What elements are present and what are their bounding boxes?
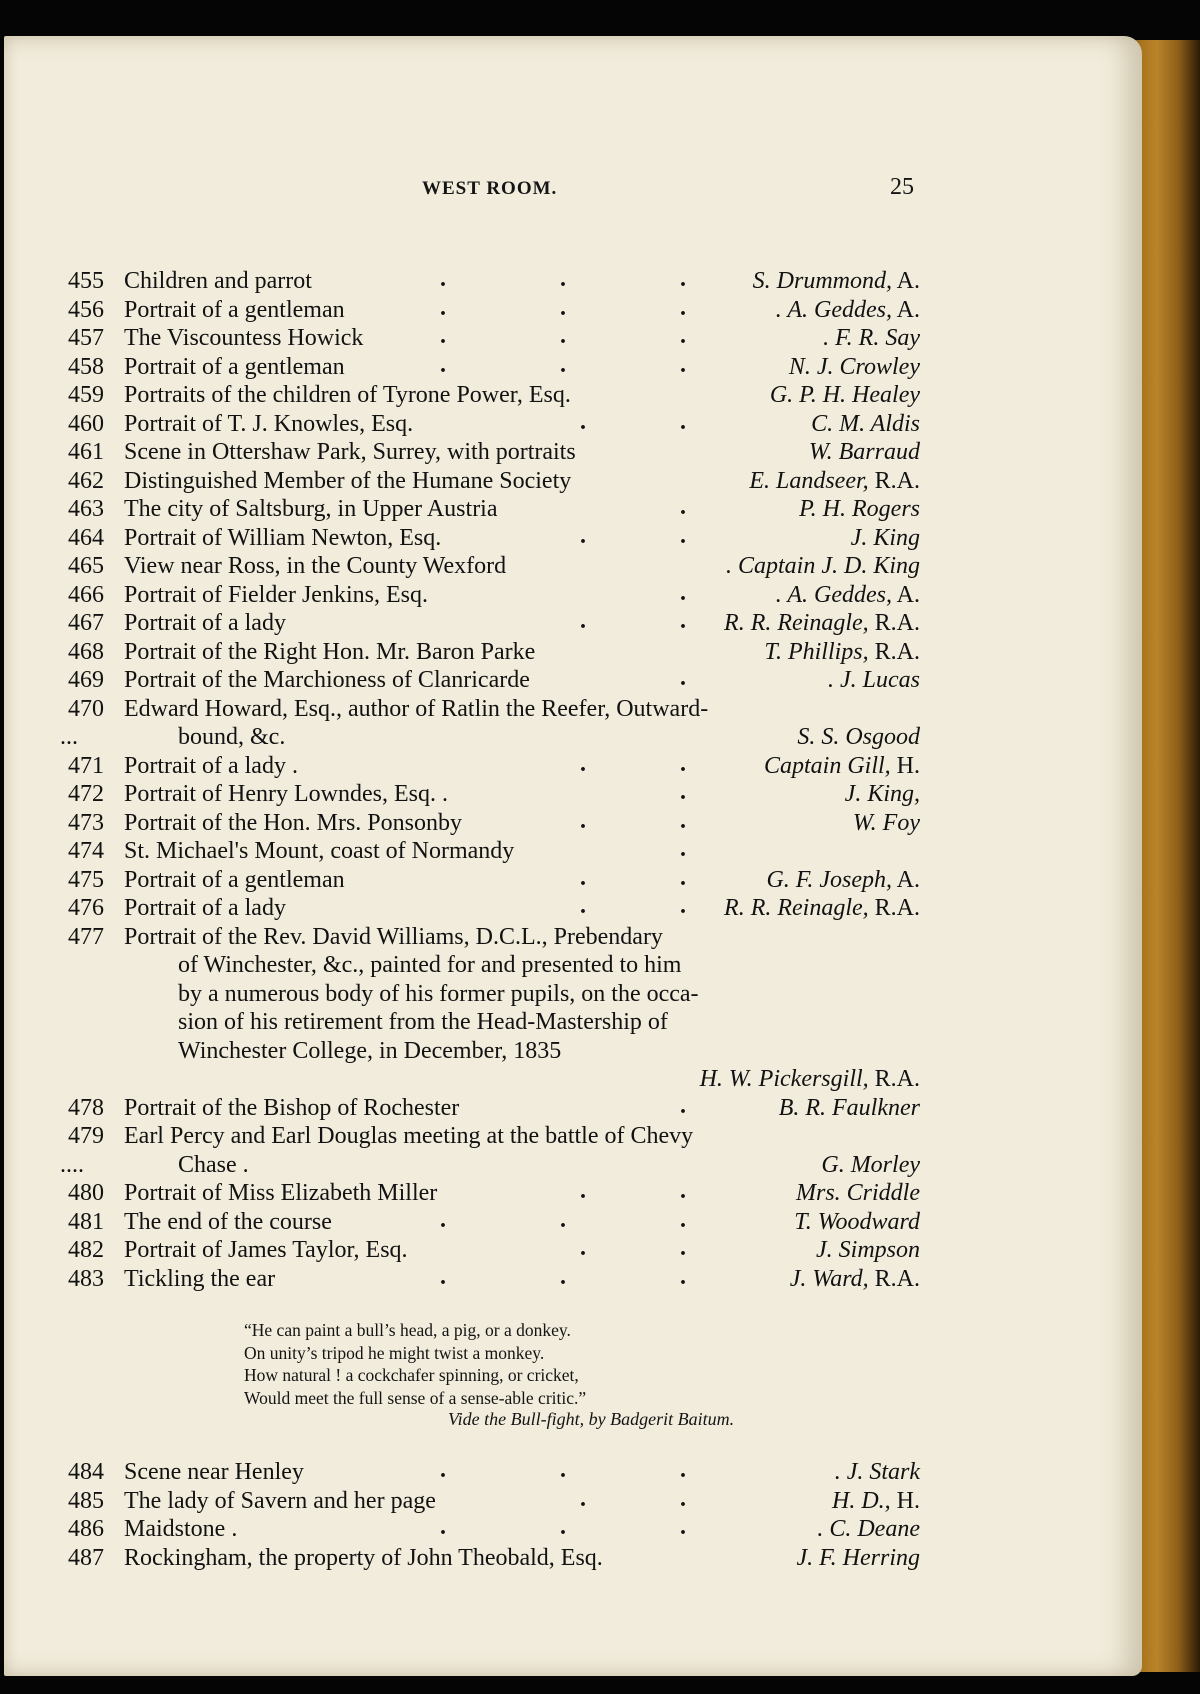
entry-title: Portrait of Fielder Jenkins, Esq. [124,581,428,608]
entry-title: Rockingham, the property of John Theobald, Esq. [124,1544,603,1571]
entry-title: Portrait of the Rev. David Williams, D.C.L., Prebendary [124,923,663,950]
leader-dots: . . . [440,351,686,378]
entry-title-continued: of Winchester, &c., painted for and presented to him [178,952,682,978]
catalogue-entry [60,1179,920,1208]
leader-dots: . . [580,608,686,634]
entry-number: 474 [68,838,104,864]
leader-dots: . . . [440,1514,686,1540]
entry-title: Portrait of a lady [124,895,286,921]
entry-number: 486 [68,1516,104,1542]
entry-artist: G. F. Joseph, A. [766,866,920,893]
entry-number: 464 [68,524,104,551]
entry-number: 476 [68,895,104,921]
entry-artist: H. D., H. [831,1487,920,1514]
entry-title: Portrait of a lady . [124,752,298,779]
entry-continuation [60,1065,920,1094]
catalogue-entry [60,1515,920,1544]
catalogue-entry [60,923,920,952]
catalogue-entry [60,552,920,581]
entry-artist: P. H. Rogers [799,496,920,522]
entry-title: Distinguished Member of the Humane Society [124,467,572,494]
entry-number: 470 [68,695,104,722]
entry-artist: T. Phillips, R.A. [764,638,920,665]
leader-dots: . . . [440,266,686,292]
entry-artist: J. Simpson [816,1237,920,1263]
catalogue-entry [60,752,920,781]
epigraph-quote [244,1319,884,1429]
entry-title: Portraits of the children of Tyrone Power, Esq. [124,382,571,408]
entry-title: Scene near Henley [124,1459,304,1485]
entry-title: Scene in Ottershaw Park, Surrey, with portraits [124,439,576,465]
artist-honour: R.A. [868,1265,920,1292]
quote-line: “He can paint a bull’s head, a pig, or a donkey. [244,1320,571,1340]
entry-artist: J. King [850,524,920,551]
book-page [4,36,1142,1676]
catalogue-entry [60,894,920,923]
entry-title: The end of the course [124,1208,332,1235]
catalogue-entries-continued [60,1458,920,1572]
entry-title: Portrait of William Newton, Esq. [124,524,442,551]
entry-title: Portrait of a gentleman [124,296,345,323]
entry-number: 463 [68,496,104,522]
entry-number: 481 [68,1208,104,1235]
leader-dots: . . . [440,323,686,349]
entry-artist: C. M. Aldis [811,410,920,437]
entry-number: 456 [68,296,104,323]
entry-artist: . J. Stark [834,1459,920,1485]
entry-artist: . C. Deane [817,1516,920,1542]
artist-honour: A. [891,866,920,893]
entry-title: Edward Howard, Esq., author of Ratlin the Reefer, Outward- [124,695,709,722]
entry-title: Portrait of T. J. Knowles, Esq. [124,410,414,437]
entry-title: The Viscountess Howick [124,325,364,351]
entry-number: 469 [68,667,104,693]
entry-number: 485 [68,1487,104,1514]
entry-continuation [60,980,920,1009]
entry-number: 462 [68,467,104,494]
entry-number: 487 [68,1544,104,1571]
catalogue-entry [60,1265,920,1294]
catalogue-entry [60,410,920,439]
entry-number: 458 [68,353,104,380]
leader-dots: . . [580,1178,686,1204]
entry-artist: . F. R. Say [823,325,920,351]
running-head: WEST ROOM. [422,178,558,199]
entry-artist: T. Woodward [794,1208,920,1235]
entry-title: The lady of Savern and her page [124,1487,436,1514]
entry-title-continued: Winchester College, in December, 1835 [178,1037,562,1064]
catalogue-entry [60,324,920,353]
leader-dots: . . . [440,1263,686,1290]
entry-number: 457 [68,325,104,351]
catalogue-entry [60,381,920,410]
catalogue-entry [60,438,920,467]
entry-number: 459 [68,382,104,408]
artist-honour: A. [891,581,920,608]
entry-number: 477 [68,923,104,950]
entry-number: 475 [68,866,104,893]
leader-dots: . . . [440,1206,686,1233]
entry-number: 472 [68,781,104,807]
catalogue-entry [60,1236,920,1265]
entry-artist: S. Drummond, A. [752,268,920,294]
entry-number: 482 [68,1237,104,1263]
leader-dots: .... [60,1151,84,1178]
entry-artist: . A. Geddes, A. [775,296,920,323]
entry-title: Portrait of Henry Lowndes, Esq. . [124,781,448,807]
entry-artist: B. R. Faulkner [778,1094,920,1121]
entry-artist: Mrs. Criddle [795,1180,920,1206]
entry-title: St. Michael's Mount, coast of Normandy [124,838,515,864]
entry-number: 473 [68,809,104,836]
leader-dots: . [680,579,686,606]
entry-number: 479 [68,1123,104,1149]
catalogue-entry [60,1208,920,1237]
leader-dots: . . [580,522,686,549]
leader-dots: . . [580,750,686,777]
catalogue-entry [60,1458,920,1487]
entry-number: 483 [68,1265,104,1292]
entry-artist: Captain Gill, H. [763,752,920,779]
entry-artist: J. Ward, R.A. [789,1265,920,1292]
entry-number: 478 [68,1094,104,1121]
entry-continuation [60,951,920,980]
entry-title: Portrait of Miss Elizabeth Miller [124,1180,438,1206]
entry-continuation [60,1037,920,1066]
catalogue-entry [60,581,920,610]
entry-artist: R. R. Reinagle, R.A. [724,610,920,636]
entry-number: 484 [68,1459,104,1485]
entry-continuation [60,723,920,752]
artist-honour: H. [890,752,920,779]
entry-artist: . Captain J. D. King [725,553,920,579]
artist-honour: R.A. [868,895,920,921]
catalogue-entries [60,267,920,1293]
entry-title: Portrait of the Bishop of Rochester [124,1094,460,1121]
artist-honour: R.A. [868,610,920,636]
entry-artist: J. King, [844,781,920,807]
catalogue-entry [60,495,920,524]
artist-honour: A. [891,296,920,323]
catalogue-entry [60,809,920,838]
entry-title: Portrait of the Marchioness of Clanricarde [124,667,530,693]
entry-number: 466 [68,581,104,608]
entry-number: 467 [68,610,104,636]
entry-artist: W. Foy [852,809,920,836]
catalogue-entry [60,1122,920,1151]
artist-honour: R.A. [868,638,920,665]
entry-number: 471 [68,752,104,779]
entry-artist: E. Landseer, R.A. [749,467,920,494]
catalogue-entry [60,1094,920,1123]
artist-honour: H. [890,1487,920,1514]
entry-title-continued: by a numerous body of his former pupils, on the occa- [178,980,699,1007]
leader-dots: . . [580,893,686,919]
entry-title: Children and parrot [124,268,312,294]
leader-dots: . . [580,408,686,435]
entry-artist: G. Morley [821,1151,920,1178]
entry-title-continued: bound, &c. [178,724,286,750]
entry-continuation [60,1151,920,1180]
entry-title: View near Ross, in the County Wexford [124,553,507,579]
catalogue-entry [60,1487,920,1516]
catalogue-entry [60,1544,920,1573]
leader-dots: . [680,665,686,691]
catalogue-entry [60,467,920,496]
catalogue-entry [60,780,920,809]
entry-title-continued: Chase . [178,1151,249,1178]
entry-artist: J. F. Herring [796,1544,920,1571]
quote-line: How natural ! a cockchafer spinning, or cricket, [244,1365,579,1385]
quote-line: On unity’s tripod he might twist a monkey. [244,1342,545,1363]
leader-dots: . . . [440,294,686,321]
entry-artist: R. R. Reinagle, R.A. [724,895,920,921]
catalogue-entry [60,353,920,382]
entry-number: 468 [68,638,104,665]
entry-number: 455 [68,268,104,294]
catalogue-entry [60,524,920,553]
artist-honour: R.A. [868,1066,920,1092]
catalogue-entry [60,638,920,667]
catalogue-entry [60,666,920,695]
entry-title: Portrait of a gentleman [124,353,345,380]
entry-artist: . A. Geddes, A. [775,581,920,608]
entry-title: The city of Saltsburg, in Upper Austria [124,496,498,522]
leader-dots: ... [60,724,78,750]
entry-title-continued: sion of his retirement from the Head-Mastership of [178,1009,668,1035]
entry-title: Portrait of a gentleman [124,866,345,893]
catalogue-entry [60,296,920,325]
entry-number: 465 [68,553,104,579]
entry-artist: . J. Lucas [828,667,920,693]
entry-number: 480 [68,1180,104,1206]
leader-dots: . [680,836,686,862]
catalogue-entry [60,695,920,724]
leader-dots: . . [580,864,686,891]
artist-honour: A. [891,268,920,294]
leader-dots: . [680,1092,686,1119]
entry-artist: S. S. Osgood [797,724,920,750]
leader-dots: . . [580,807,686,834]
entry-title: Earl Percy and Earl Douglas meeting at the battle of Chevy [124,1123,694,1149]
entry-artist: N. J. Crowley [788,353,920,380]
entry-artist: H. W. Pickersgill, R.A. [699,1066,920,1092]
catalogue-entry [60,866,920,895]
entry-continuation [60,1008,920,1037]
catalogue-entry [60,267,920,296]
entry-title: Portrait of James Taylor, Esq. [124,1237,408,1263]
leader-dots: . . [580,1235,686,1261]
entry-artist: G. P. H. Healey [769,382,920,408]
catalogue-entry [60,837,920,866]
leader-dots: . . [580,1485,686,1512]
entry-number: 460 [68,410,104,437]
quote-source: Vide the Bull-fight, by Badgerit Baitum. [448,1409,735,1429]
entry-title: Tickling the ear [124,1265,276,1292]
leader-dots: . [680,494,686,520]
page-number: 25 [890,174,914,200]
leader-dots: . . . [440,1457,686,1483]
entry-title: Portrait of a lady [124,610,286,636]
entry-number: 461 [68,439,104,465]
leader-dots: . [680,779,686,805]
entry-title: Portrait of the Right Hon. Mr. Baron Parke [124,638,536,665]
entry-artist: W. Barraud [808,439,920,465]
quote-line: Would meet the full sense of a sense-able critic.” [244,1387,587,1408]
entry-title: Maidstone . [124,1516,238,1542]
artist-honour: R.A. [868,467,920,494]
entry-title: Portrait of the Hon. Mrs. Ponsonby [124,809,462,836]
catalogue-entry [60,609,920,638]
